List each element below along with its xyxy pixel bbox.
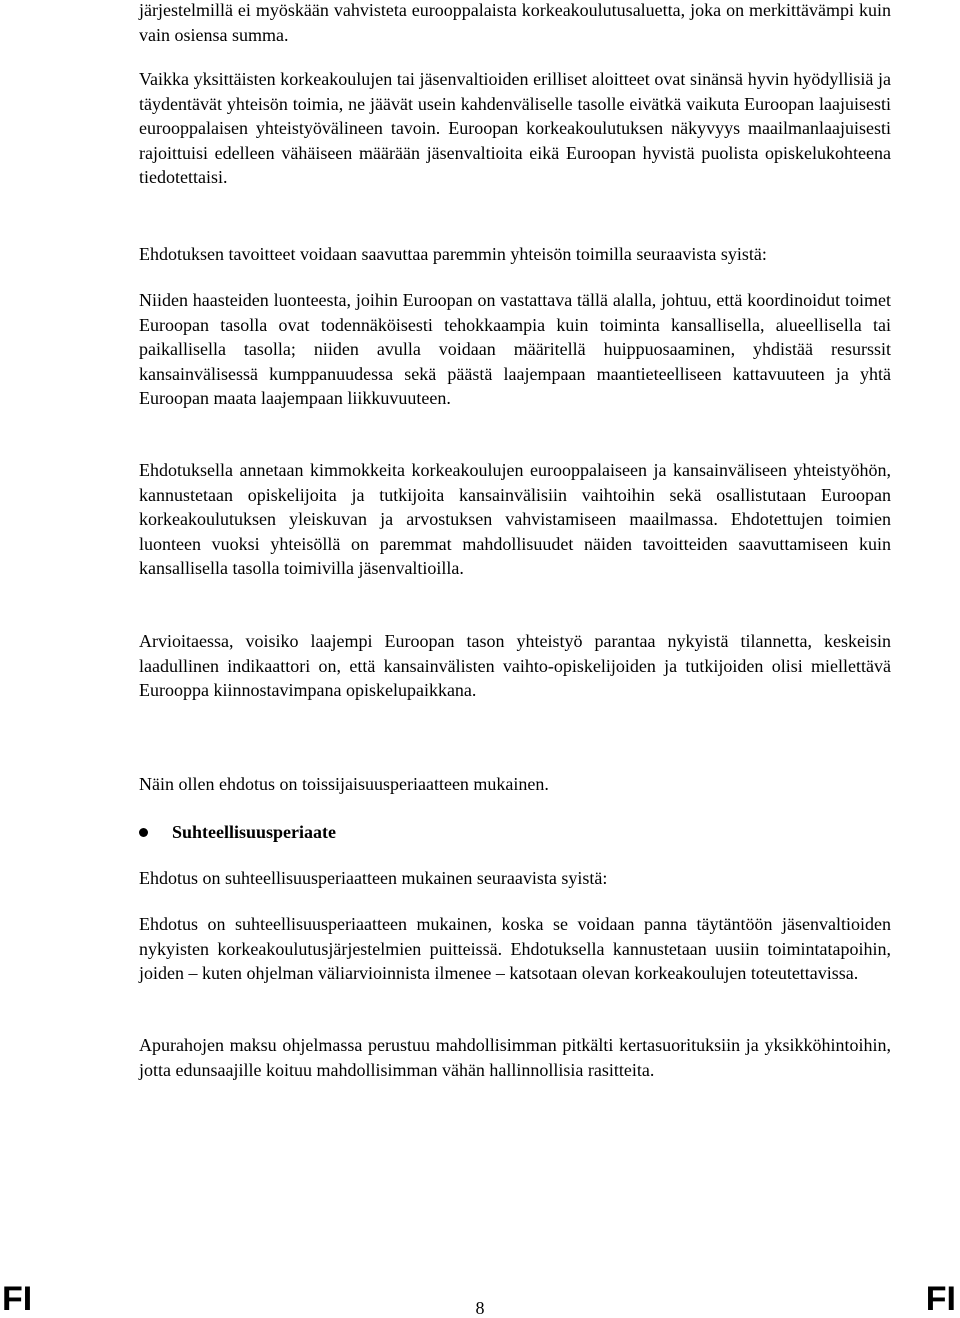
paragraph-8: Ehdotus on suhteellisuusperiaatteen mukainen seuraavista syistä: <box>139 868 608 888</box>
paragraph-3: Ehdotuksen tavoitteet voidaan saavuttaa paremmin yhteisön toimilla seuraavista syistä: <box>139 244 767 264</box>
page-number: 8 <box>475 1298 485 1318</box>
paragraph-10: Apurahojen maksu ohjelmassa perustuu mahdollisimman pitkälti kertasuorituksiin ja yksikköhintoihin, jotta edunsaajille koituu mahdollisimman vähän hallinnollisia rasitteita. <box>139 1035 891 1080</box>
paragraph-9: Ehdotus on suhteellisuusperiaatteen mukainen, koska se voidaan panna täytäntöön jäsenvaltioiden nykyisten korkeakoulutusjärjestelmien puitteissä. Ehdotuksella kannustetaan uusiin toimintatapoihin, joiden – kuten ohjelman väliarvioinnista ilmenee – katsotaan olevan korkeakoulujen toteutettavissa. <box>139 914 891 984</box>
bullet-icon <box>139 828 148 837</box>
paragraph-5: Ehdotuksella annetaan kimmokkeita korkeakoulujen eurooppalaiseen ja kansainväliseen yhteistyöhön, kannustetaan opiskelijoita ja tutkijoita kansainvälisiin vaihtoihin sekä osallistutaan Euroopan korkeakoulutuksen yleiskuvan ja arvostuksen vahvistamiseen maailmassa. Ehdotettujen toimien luonteen vuoksi yhteisöllä on paremmat mahdollisuudet näiden tavoitteiden saavuttamiseen kuin kansallisella tasolla toimivilla jäsenvaltioilla. <box>139 460 891 579</box>
paragraph-2: Vaikka yksittäisten korkeakoulujen tai jäsenvaltioiden erilliset aloitteet ovat sinänsä hyvin hyödyllisiä ja täydentävät yhteisön toimia, ne jäävät usein kahdenväliselle tasolle eivätkä vaikuta Euroopan laajuisesti eurooppalaisen yhteistyövälineen tavoin. Euroopan korkeakoulutuksen näkyvyys maailmanlaajuisesti rajoittuisi edelleen vähäiseen määrään jäsenvaltioita eikä Euroopan hyvistä puolista opiskelukohteena tiedotettaisi. <box>139 69 891 188</box>
paragraph-1: järjestelmillä ei myöskään vahvisteta eurooppalaista korkeakoulutusaluetta, joka on merkittävämpi kuin vain osiensa summa. <box>139 0 891 45</box>
section-heading-text: Suhteellisuusperiaate <box>172 822 337 842</box>
paragraph-6: Arvioitaessa, voisiko laajempi Euroopan tason yhteistyö parantaa nykyistä tilannetta, keskeisin laadullinen indikaattori on, että kansainvälisten vaihto-opiskelijoiden ja tutkijoiden olisi miellettävä Eurooppa kiinnostavimpana opiskelupaikkana. <box>139 631 891 701</box>
footer-language-code-left: FI <box>2 1280 33 1318</box>
paragraph-7: Näin ollen ehdotus on toissijaisuusperiaatteen mukainen. <box>139 774 549 794</box>
paragraph-4: Niiden haasteiden luonteesta, joihin Euroopan on vastattava tällä alalla, johtuu, että koordinoidut toimet Euroopan tasolla ovat todennäköisesti tehokkaampia kuin toiminta kansallisella, alueellisella tai paikallisella tasolla; niiden avulla voidaan määritellä huippuosaaminen, yhdistää resurssit kansainvälisessä kumppanuudessa sekä päästä laajempaan maantieteelliseen kattavuuteen ja yhtä Euroopan maata laajempaan liikkuvuuteen. <box>139 290 891 409</box>
footer-language-code-right: FI <box>925 1280 956 1318</box>
